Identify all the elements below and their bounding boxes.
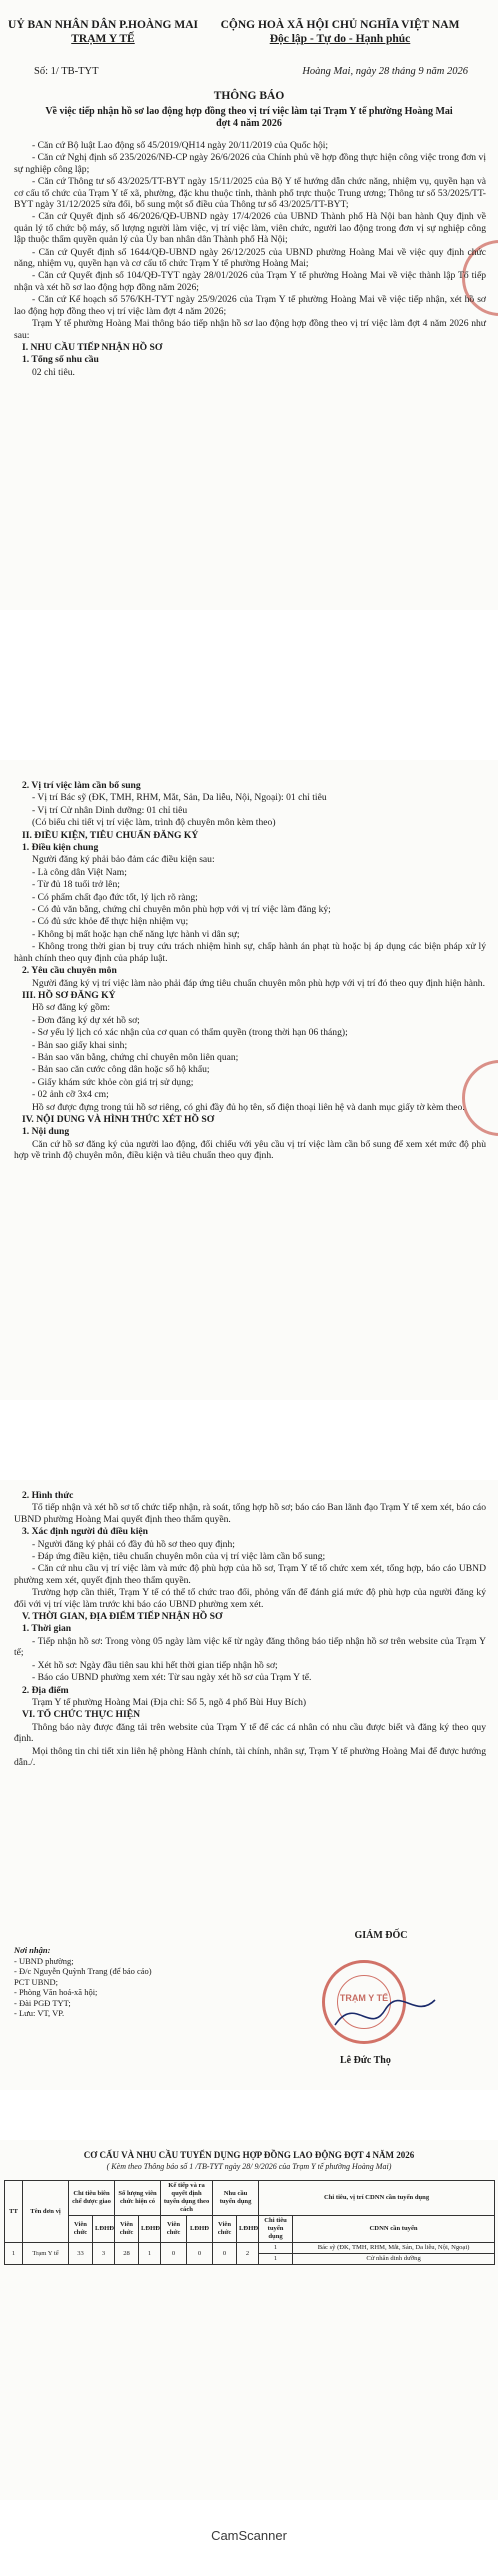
col-header: Số lượng viên chức hiện có <box>115 2181 161 2216</box>
list-item: - Có đủ sức khỏe để thực hiện nhiệm vụ; <box>32 916 189 928</box>
seal-text: TRẠM Y TẾ <box>339 1993 389 2003</box>
issuer-block <box>8 18 198 46</box>
paragraph: - Vị trí Bác sỹ (ĐK, TMH, RHM, Mắt, Sản, Da liễu, Nội, Ngoại): 01 chỉ tiêu <box>32 792 327 804</box>
doc-meta <box>14 66 488 80</box>
list-item: - Không trong thời gian bị truy cứu trách nhiệm hình sự, chấp hành án phạt tù hoặc bị áp dụng các biện pháp xử lý hành chính theo quy định của pháp luật. <box>14 941 486 964</box>
subsection-heading: 1. Nội dung <box>22 1126 70 1138</box>
list-item: - 02 ảnh cỡ 3x4 cm; <box>32 1089 109 1101</box>
paragraph: Tổ tiếp nhận và xét hồ sơ tổ chức tiếp nhận, rà soát, tổng hợp hồ sơ; báo cáo Ban lãnh đạo Trạm Y tế xem xét, báo cáo UBND phường Hoàng Mai quyết định theo thẩm quyền. <box>14 1502 486 1525</box>
doc-number: Số: 1/ TB-TYT <box>34 66 99 77</box>
table-cell: 1 <box>259 2254 293 2265</box>
table-cell: 0 <box>161 2243 187 2265</box>
paragraph: - Căn cứ Nghị định số 235/2026/NĐ-CP ngày 26/6/2026 của Chính phủ về hợp đồng thực hiện công việc trong đơn vị sự nghiệp công lập; <box>14 152 486 175</box>
paragraph: - Căn cứ Quyết định số 104/QĐ-TYT ngày 28/01/2026 của Trạm Y tế phường Hoàng Mai về việc thành lập Tổ tiếp nhận và xét hồ sơ lao động hợp đồng năm 2026; <box>14 270 486 293</box>
recipient-item: - Lưu: VT, VP. <box>14 2008 65 2018</box>
subsection-heading: 2. Hình thức <box>22 1490 74 1501</box>
list-item: - Bản sao căn cước công dân hoặc sổ hộ khẩu; <box>32 1064 210 1076</box>
list-item: - Báo cáo UBND phường xem xét: Từ sau ngày xét hồ sơ của Trạm Y tế. <box>32 1672 312 1684</box>
paragraph: Người đăng ký phải bảo đảm các điều kiện sau: <box>32 854 215 866</box>
table-cell: 0 <box>187 2243 213 2265</box>
paragraph: - Căn cứ Thông tư số 43/2025/TT-BYT ngày 15/11/2025 của Bộ Y tế hướng dẫn chức năng, nhiệm vụ, quyền hạn và cơ cấu tổ chức của Trạm Y tế xã, phường, đặc khu thuộc tỉnh, thành phố trực thuộc Trung ương; Thông tư số 53/2025/TT-BYT ngày 31/12/2025 sửa đổi, bổ sung một số điều của Thông tư số 43/2025/TT-BYT; <box>14 176 486 211</box>
list-item: - Căn cứ nhu cầu vị trí việc làm và mức độ phù hợp của hồ sơ, Trạm Y tế tổ chức xem xét, tổng hợp, báo cáo UBND phường xem xét, quyết định theo thẩm quyền. <box>14 1563 486 1586</box>
recipient-item: - Đ/c Nguyễn Quỳnh Trang (để báo cáo) <box>14 1966 152 1976</box>
subsection-heading: 1. Điều kiện chung <box>22 842 99 854</box>
recruitment-table <box>4 2180 495 2265</box>
list-item: - Tiếp nhận hồ sơ: Trong vòng 05 ngày làm việc kể từ ngày đăng thông báo tiếp nhận hồ sơ trên website của Trạm Y tế; <box>14 1635 486 1659</box>
table-cell: 2 <box>237 2243 259 2265</box>
recipient-item: PCT UBND; <box>14 1976 59 1987</box>
section-heading: V. THỜI GIAN, ĐỊA ĐIỂM TIẾP NHẬN HỒ SƠ <box>22 1611 223 1623</box>
recipient-item: - Phòng Văn hoá-xã hội; <box>14 1987 98 1997</box>
subsection-heading: 2. Địa điểm <box>22 1684 69 1696</box>
subsection-heading: 2. Yêu cầu chuyên môn <box>22 965 117 977</box>
list-item: - Không bị mất hoặc hạn chế năng lực hành vi dân sự; <box>32 928 240 940</box>
paragraph: Hồ sơ đăng ký gồm: <box>32 1002 111 1014</box>
country-name: CỘNG HOÀ XÃ HỘI CHỦ NGHĨA VIỆT NAM <box>220 19 460 31</box>
paragraph: 02 chỉ tiêu. <box>32 366 75 378</box>
recipient-item: - Đài PGĐ TYT; <box>14 1997 71 2008</box>
signature-icon <box>330 1990 440 2040</box>
document-header <box>8 18 490 64</box>
scanner-watermark: CamScanner <box>211 2528 287 2543</box>
list-item: - Xét hồ sơ: Ngày đầu tiên sau khi hết thời gian tiếp nhận hồ sơ; <box>32 1659 278 1671</box>
paragraph: - Căn cứ Bộ luật Lao động số 45/2019/QH14 ngày 20/11/2019 của Quốc hội; <box>32 140 329 151</box>
col-subheader: Viên chức <box>213 2216 237 2243</box>
list-item: - Là công dân Việt Nam; <box>32 866 127 878</box>
col-subheader: Chi tiêu tuyển dụng <box>259 2216 293 2243</box>
paragraph: Mọi thông tin chi tiết xin liên hệ phòng Hành chính, tài chính, nhân sự, Trạm Y tế phường Hoàng Mai để được hướng dẫn./. <box>14 1745 486 1768</box>
col-subheader: LĐHĐ <box>93 2216 115 2243</box>
paragraph: - Căn cứ Kế hoạch số 576/KH-TYT ngày 25/9/2026 của Trạm Y tế phường Hoàng Mai về việc tiếp nhận, xét hồ sơ lao động hợp đồng theo vị trí việc làm đợt 4 năm 2026; <box>14 294 486 317</box>
col-subheader: LĐHĐ <box>187 2216 213 2243</box>
doc-date: Hoàng Mai, ngày 28 tháng 9 năm 2026 <box>302 66 468 77</box>
table-cell: 0 <box>213 2243 237 2265</box>
paragraph: Trường hợp cần thiết, Trạm Y tế có thể tổ chức trao đổi, phỏng vấn để đánh giá mức độ phù hợp của người đăng ký đối với vị trí việc làm trước khi báo cáo UBND phường xem xét. <box>14 1587 486 1610</box>
recipient-item: - UBND phường; <box>14 1955 74 1966</box>
col-header: TT <box>5 2181 23 2243</box>
page-1-body <box>14 140 486 379</box>
col-header: Nhu cầu tuyển dụng <box>213 2181 259 2216</box>
recipients-title: Nơi nhận: <box>14 1945 51 1955</box>
table-cell: Cử nhân dinh dưỡng <box>293 2254 495 2265</box>
table-cell: 1 <box>259 2243 293 2254</box>
list-item: - Người đăng ký phải có đầy đủ hồ sơ theo quy định; <box>32 1538 235 1550</box>
national-motto <box>190 18 490 46</box>
section-heading: III. HỒ SƠ ĐĂNG KÝ <box>22 989 116 1001</box>
recipients-block <box>14 1945 174 2019</box>
signer-name: Lê Đức Thọ <box>340 2055 391 2066</box>
list-item: - Đơn đăng ký dự xét hồ sơ; <box>32 1014 140 1026</box>
paragraph: Người đăng ký vị trí việc làm nào phải đáp ứng tiêu chuẩn chuyên môn phù hợp với vị trí đó theo quy định hiện hành. <box>32 977 485 989</box>
paragraph: Thông báo này được đăng tải trên website của Trạm Y tế để các cá nhân có nhu cầu được biết và đăng ký theo quy định. <box>14 1721 486 1745</box>
page-2-body <box>14 780 486 1163</box>
subsection-heading: 1. Thời gian <box>22 1623 72 1635</box>
subsection-heading: 1. Tổng số nhu cầu <box>22 354 99 366</box>
doc-subtitle: Về việc tiếp nhận hồ sơ lao động hợp đồng theo vị trí việc làm tại Trạm Y tế phường Hoàng Mai đợt 4 năm 2026 <box>45 106 453 129</box>
signer-role: GIÁM ĐỐC <box>354 1930 408 1941</box>
doc-title: THÔNG BÁO <box>213 90 285 102</box>
col-subheader: Viên chức <box>115 2216 139 2243</box>
paragraph: - Căn cứ Quyết định số 46/2026/QĐ-UBND ngày 17/4/2026 của UBND Thành phố Hà Nội ban hành Quy định về quản lý tổ chức bộ máy, số lượng người làm việc, vị trí việc làm, viên chức, người lao động trong đơn vị sự nghiệp công lập thuộc thẩm quyền quản lý của Ủy ban nhân dân Thành phố Hà Nội; <box>14 211 486 246</box>
table-cell: Bác sỹ (ĐK, TMH, RHM, Mắt, Sản, Da liễu, Nội, Ngoại) <box>293 2243 495 2254</box>
list-item: - Bản sao giấy khai sinh; <box>32 1039 128 1051</box>
paragraph: Trạm Y tế phường Hoàng Mai thông báo tiếp nhận hồ sơ lao động hợp đồng theo vị trí việc làm đợt 4 năm 2026 như sau: <box>14 318 486 341</box>
list-item: - Có đủ văn bằng, chứng chỉ chuyên môn phù hợp với vị trí việc làm đăng ký; <box>32 904 331 916</box>
col-header: Chỉ tiêu biên chế được giao <box>69 2181 115 2216</box>
issuer-unit: TRẠM Y TẾ <box>71 33 135 45</box>
col-subheader: Viên chức <box>69 2216 93 2243</box>
table-header-row <box>5 2181 495 2216</box>
col-header: Kế tiếp và ra quyết định tuyển dụng theo cách <box>161 2181 213 2216</box>
list-item: - Bản sao văn bằng, chứng chỉ chuyên môn liên quan; <box>32 1051 239 1063</box>
table-row <box>5 2243 495 2254</box>
paragraph: Trạm Y tế phường Hoàng Mai (Địa chỉ: Số 5, ngõ 4 phố Bùi Huy Bích) <box>32 1696 307 1708</box>
paragraph: (Có biểu chi tiết vị trí việc làm, trình độ chuyên môn kèm theo) <box>32 817 276 829</box>
col-header: Tên đơn vị <box>23 2181 69 2243</box>
col-subheader: CDNN cần tuyển <box>293 2216 495 2243</box>
list-item: - Từ đủ 18 tuổi trở lên; <box>32 879 120 891</box>
section-heading: VI. TỔ CHỨC THỰC HIỆN <box>22 1709 141 1721</box>
table-cell: 1 <box>139 2243 161 2265</box>
table-cell: 28 <box>115 2243 139 2265</box>
list-item: - Có phẩm chất đạo đức tốt, lý lịch rõ ràng; <box>32 891 198 903</box>
section-heading: I. NHU CẦU TIẾP NHẬN HỒ SƠ <box>22 341 163 353</box>
motto: Độc lập - Tự do - Hạnh phúc <box>269 33 411 45</box>
table-cell: 3 <box>93 2243 115 2265</box>
col-header: Chi tiêu, vị trí CDNN cần tuyển dụng <box>259 2181 495 2216</box>
list-item: - Sơ yếu lý lịch có xác nhận của cơ quan có thẩm quyền (trong thời hạn 06 tháng); <box>32 1027 348 1039</box>
table-cell: 33 <box>69 2243 93 2265</box>
paragraph: - Vị trí Cử nhân Dinh dưỡng: 01 chỉ tiêu <box>32 804 188 816</box>
paragraph: Hồ sơ được đựng trong túi hồ sơ riêng, có ghi đầy đủ họ tên, số điện thoại liên hệ và danh mục giấy tờ kèm theo. <box>32 1101 465 1113</box>
col-subheader: Viên chức <box>161 2216 187 2243</box>
subsection-heading: 3. Xác định người đủ điều kiện <box>22 1526 148 1538</box>
annex-subtitle: ( Kèm theo Thông báo số 1 /TB-TYT ngày 28/ 9/2026 của Trạm Y tế phường Hoàng Mai) <box>106 2162 392 2171</box>
col-subheader: LĐHĐ <box>237 2216 259 2243</box>
subsection-heading: 2. Vị trí việc làm cần bổ sung <box>22 780 141 791</box>
paragraph: Căn cứ hồ sơ đăng ký của người lao động, đối chiếu với yêu cầu vị trí việc làm cần bổ sung để xem xét mức độ phù hợp về trình độ chuyên môn, điều kiện và tiêu chuẩn theo quy định. <box>14 1138 486 1162</box>
list-item: - Giấy khám sức khỏe còn giá trị sử dụng; <box>32 1076 194 1088</box>
section-heading: II. ĐIỀU KIỆN, TIÊU CHUẨN ĐĂNG KÝ <box>22 829 199 841</box>
annex-title: CƠ CẤU VÀ NHU CẦU TUYỂN DỤNG HỢP ĐỒNG LAO ĐỘNG ĐỢT 4 NĂM 2026 <box>83 2150 415 2160</box>
page-3-body <box>14 1490 486 1769</box>
table-subheader-row <box>5 2216 495 2243</box>
issuer-authority: UỶ BAN NHÂN DÂN P.HOÀNG MAI <box>8 19 198 31</box>
list-item: - Đáp ứng điều kiện, tiêu chuẩn chuyên môn của vị trí việc làm cần bổ sung; <box>32 1551 326 1563</box>
col-subheader: LĐHĐ <box>139 2216 161 2243</box>
section-heading: IV. NỘI DUNG VÀ HÌNH THỨC XÉT HỒ SƠ <box>22 1113 215 1125</box>
paragraph: - Căn cứ Quyết định số 1644/QĐ-UBND ngày 26/12/2025 của UBND phường Hoàng Mai về việc quy định chức năng, nhiệm vụ, quyền hạn và cơ cấu tổ chức Trạm Y tế phường Hoàng Mai; <box>14 246 486 270</box>
table-cell: 1 <box>5 2243 23 2265</box>
table-cell: Trạm Y tế <box>23 2243 69 2265</box>
